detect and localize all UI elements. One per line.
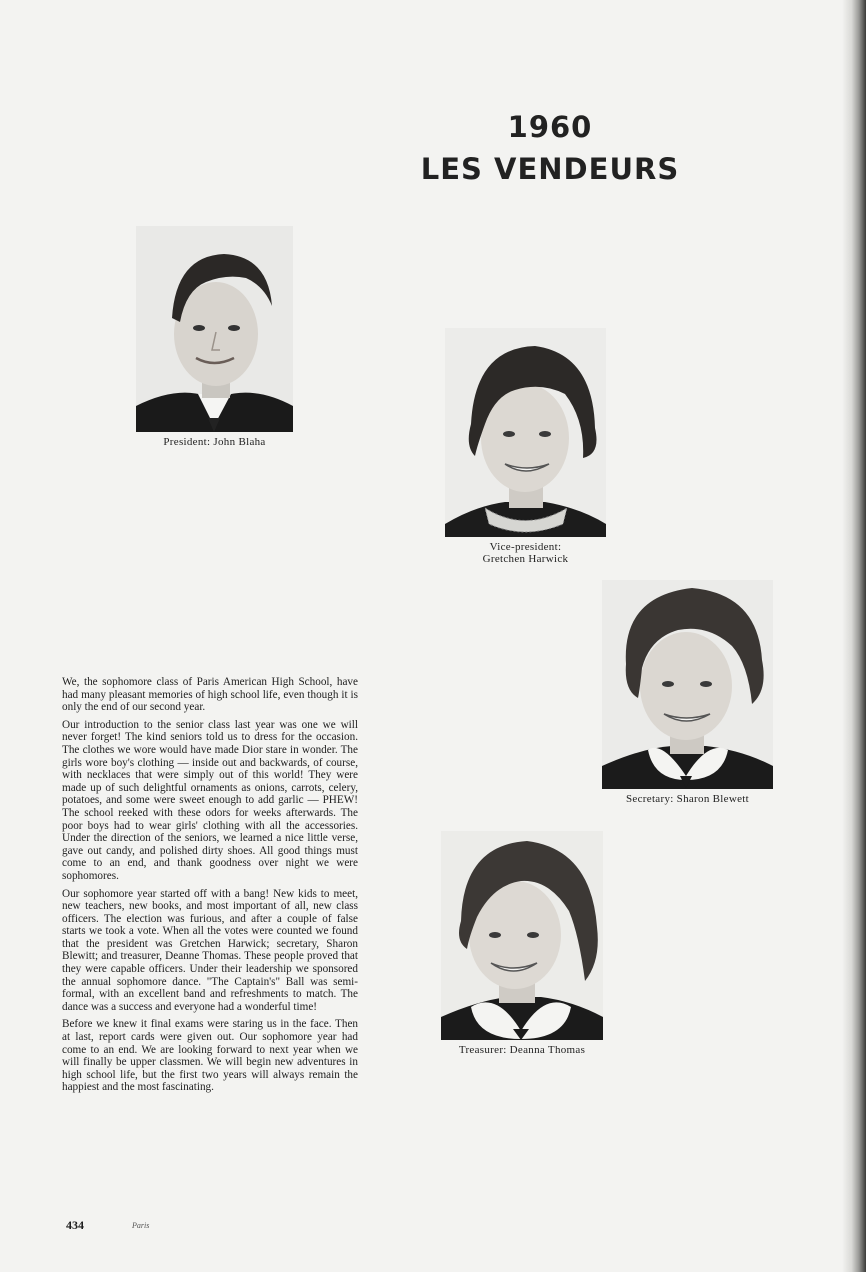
secretary-caption [596, 793, 779, 805]
class-article [62, 676, 358, 1099]
page-title: LES VENDEURS [420, 152, 680, 186]
treasurer-caption-line: Treasurer: Deanna Thomas [458, 1044, 586, 1056]
president-caption-line: President: John Blaha [163, 436, 266, 448]
article-paragraph-2: Our introduction to the senior class last year was one we will never forget! The kind seniors told us to dress for the occasion. The clothes we wore would have made Dior stare in wonder. The girls wore boy's clothing — inside out and backwards, of course, with necklaces that were simply out of this world! They were made up of such delightful ornaments as onions, carrots, celery, potatoes, and some were sweet enough to add garlic — PHEW! The school reeked with these odors for weeks afterwards. The poor boys had to wear girls' clothing with all the accessories. Under the direction of the seniors, we learned a nice little verse, gave out candy, and polished dirty shoes. All good things must come to an end, and thank goodness over night we were sophomores. [62, 718, 358, 882]
page-number: 434 [66, 1218, 84, 1232]
secretary-photo [602, 580, 773, 789]
page-spine-shadow [842, 0, 866, 1272]
page-year: 1960 [507, 110, 593, 144]
treasurer-caption [441, 1044, 603, 1056]
treasurer-photo [441, 831, 603, 1040]
article-paragraph-4: Before we knew it final exams were staring us in the face. Then at last, report cards were given out. Our sophomore year had come to an end. We are looking forward to next year when we will finally be upper classmen. We will begin new adventures in high school life, but the first two years will always remain the happiest and the most fascinating. [62, 1018, 358, 1094]
vice-president-caption-line-2: Gretchen Harwick [482, 553, 569, 565]
page-footer-school: Paris [132, 1221, 150, 1230]
president-photo [136, 226, 293, 432]
vice-president-caption-line-1: Vice-president: [489, 541, 562, 553]
vice-president-photo [445, 328, 606, 537]
article-paragraph-1: We, the sophomore class of Paris American High School, have had many pleasant memories of high school life, even though it is only the end of our second year. [62, 676, 358, 714]
secretary-caption-line: Secretary: Sharon Blewett [626, 793, 749, 805]
article-paragraph-3: Our sophomore year started off with a bang! New kids to meet, new teachers, new books, and most important of all, new class officers. The election was furious, and after a couple of false starts we took a vote. When all the votes were counted we found that the president was Gretchen Harwick; secretary, Sharon Blewitt; and treasurer, Deanne Thomas. These people proved that they were capable officers. Under their leadership we sponsored the annual sophomore dance. "The Captain's" Ball was semi-formal, with an excellent band and refreshments to match. The dance was a success and everyone had a wonderful time! [62, 887, 358, 1013]
vice-president-caption [445, 541, 606, 565]
president-caption [136, 436, 293, 448]
